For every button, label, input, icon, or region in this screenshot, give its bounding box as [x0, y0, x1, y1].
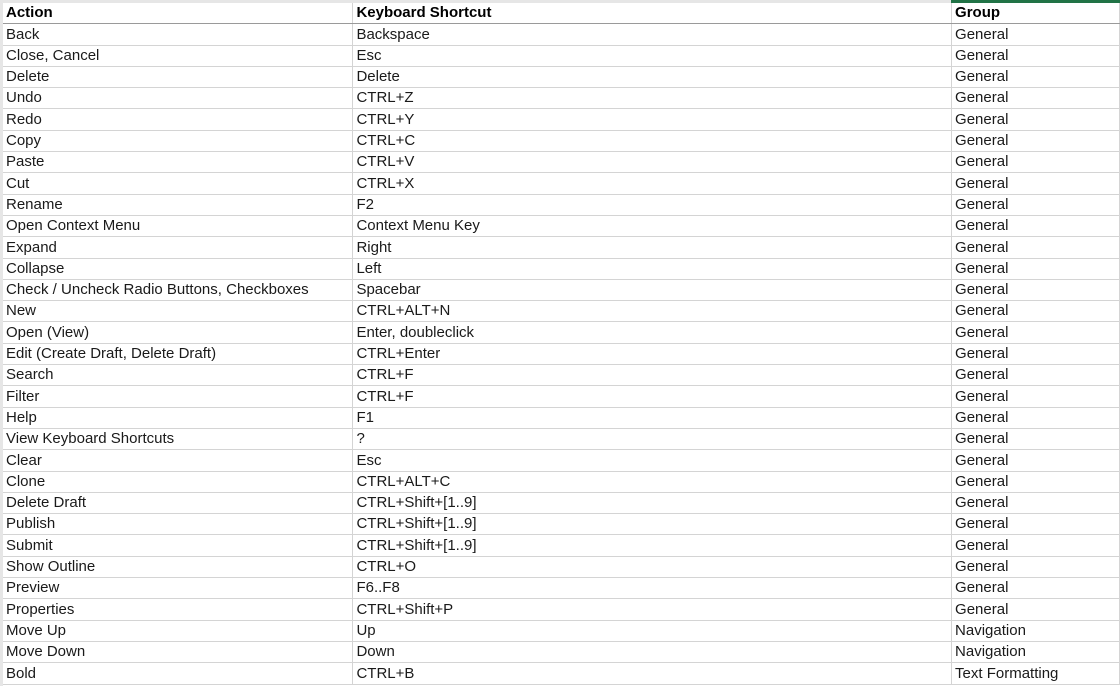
shortcut-cell[interactable]: F6..F8	[353, 578, 952, 599]
group-cell[interactable]: General	[952, 492, 1120, 513]
group-cell[interactable]: General	[952, 514, 1120, 535]
group-cell[interactable]: General	[952, 450, 1120, 471]
action-cell[interactable]: Collapse	[3, 258, 353, 279]
group-cell[interactable]: General	[952, 301, 1120, 322]
shortcut-cell[interactable]: Enter, doubleclick	[353, 322, 952, 343]
shortcut-cell[interactable]: CTRL+Shift+[1..9]	[353, 492, 952, 513]
group-cell[interactable]: General	[952, 194, 1120, 215]
shortcut-cell[interactable]: Backspace	[353, 24, 952, 45]
shortcut-cell[interactable]: CTRL+X	[353, 173, 952, 194]
group-cell[interactable]: General	[952, 365, 1120, 386]
shortcut-cell[interactable]: Left	[353, 258, 952, 279]
group-cell[interactable]: General	[952, 322, 1120, 343]
table-row	[3, 24, 1120, 45]
shortcut-cell[interactable]: CTRL+B	[353, 663, 952, 684]
group-cell[interactable]: General	[952, 215, 1120, 236]
header-group[interactable]: Group	[952, 3, 1120, 24]
action-cell[interactable]: Expand	[3, 237, 353, 258]
table-row	[3, 258, 1120, 279]
table-row	[3, 215, 1120, 236]
table-row	[3, 599, 1120, 620]
shortcut-cell[interactable]: CTRL+Enter	[353, 343, 952, 364]
action-cell[interactable]: Show Outline	[3, 556, 353, 577]
action-cell[interactable]: Properties	[3, 599, 353, 620]
action-cell[interactable]: Open Context Menu	[3, 215, 353, 236]
table-row	[3, 322, 1120, 343]
group-cell[interactable]: General	[952, 471, 1120, 492]
table-row	[3, 386, 1120, 407]
shortcut-cell[interactable]: CTRL+Z	[353, 88, 952, 109]
shortcut-cell[interactable]: Spacebar	[353, 279, 952, 300]
table-row	[3, 130, 1120, 151]
group-cell[interactable]: General	[952, 45, 1120, 66]
action-cell[interactable]: Search	[3, 365, 353, 386]
table-row	[3, 365, 1120, 386]
table-row	[3, 66, 1120, 87]
group-cell[interactable]: General	[952, 258, 1120, 279]
group-cell[interactable]: General	[952, 24, 1120, 45]
group-cell[interactable]: General	[952, 279, 1120, 300]
group-cell[interactable]: General	[952, 109, 1120, 130]
group-cell[interactable]: General	[952, 428, 1120, 449]
table-row	[3, 556, 1120, 577]
group-cell[interactable]: General	[952, 173, 1120, 194]
shortcut-cell[interactable]: CTRL+F	[353, 386, 952, 407]
group-cell[interactable]: General	[952, 386, 1120, 407]
shortcut-cell[interactable]: Right	[353, 237, 952, 258]
action-cell[interactable]: Clone	[3, 471, 353, 492]
group-cell[interactable]: General	[952, 556, 1120, 577]
table-row	[3, 237, 1120, 258]
action-cell[interactable]: Filter	[3, 386, 353, 407]
action-cell[interactable]: Bold	[3, 663, 353, 684]
shortcut-cell[interactable]: CTRL+ALT+N	[353, 301, 952, 322]
table-row	[3, 450, 1120, 471]
group-cell[interactable]: General	[952, 152, 1120, 173]
shortcut-cell[interactable]: ?	[353, 428, 952, 449]
table-row	[3, 620, 1120, 641]
action-cell[interactable]: Open (View)	[3, 322, 353, 343]
shortcut-cell[interactable]: CTRL+Shift+[1..9]	[353, 514, 952, 535]
table-row	[3, 578, 1120, 599]
shortcut-cell[interactable]: CTRL+F	[353, 365, 952, 386]
shortcut-cell[interactable]: Up	[353, 620, 952, 641]
group-cell[interactable]: General	[952, 66, 1120, 87]
shortcut-cell[interactable]: CTRL+Shift+P	[353, 599, 952, 620]
action-cell[interactable]: Delete Draft	[3, 492, 353, 513]
group-cell[interactable]: General	[952, 578, 1120, 599]
group-cell[interactable]: General	[952, 237, 1120, 258]
action-cell[interactable]: Rename	[3, 194, 353, 215]
table-row	[3, 407, 1120, 428]
action-cell[interactable]: Move Down	[3, 641, 353, 662]
table-row	[3, 301, 1120, 322]
shortcut-cell[interactable]: F1	[353, 407, 952, 428]
table-row	[3, 88, 1120, 109]
shortcut-cell[interactable]: CTRL+O	[353, 556, 952, 577]
action-cell[interactable]: View Keyboard Shortcuts	[3, 428, 353, 449]
action-cell[interactable]: Close, Cancel	[3, 45, 353, 66]
action-cell[interactable]: Preview	[3, 578, 353, 599]
shortcut-cell[interactable]: CTRL+ALT+C	[353, 471, 952, 492]
header-action[interactable]: Action	[3, 3, 353, 24]
shortcut-cell[interactable]: CTRL+C	[353, 130, 952, 151]
table-row	[3, 535, 1120, 556]
group-cell[interactable]: General	[952, 535, 1120, 556]
shortcut-cell[interactable]: F2	[353, 194, 952, 215]
table-row	[3, 173, 1120, 194]
table-row	[3, 279, 1120, 300]
action-cell[interactable]: New	[3, 301, 353, 322]
action-cell[interactable]: Publish	[3, 514, 353, 535]
shortcut-cell[interactable]: Delete	[353, 66, 952, 87]
action-cell[interactable]: Check / Uncheck Radio Buttons, Checkboxes	[3, 279, 353, 300]
table-row	[3, 663, 1120, 684]
action-cell[interactable]: Back	[3, 24, 353, 45]
group-cell[interactable]: Text Formatting	[952, 663, 1120, 684]
group-cell[interactable]: Navigation	[952, 620, 1120, 641]
table-row	[3, 471, 1120, 492]
header-keyboard-shortcut[interactable]: Keyboard Shortcut	[353, 3, 952, 24]
action-cell[interactable]: Copy	[3, 130, 353, 151]
action-cell[interactable]: Clear	[3, 450, 353, 471]
table-row	[3, 492, 1120, 513]
shortcut-cell[interactable]: Context Menu Key	[353, 215, 952, 236]
action-cell[interactable]: Help	[3, 407, 353, 428]
action-cell[interactable]: Undo	[3, 88, 353, 109]
group-cell[interactable]: General	[952, 88, 1120, 109]
shortcut-cell[interactable]: CTRL+Y	[353, 109, 952, 130]
shortcut-cell[interactable]: Esc	[353, 450, 952, 471]
group-cell[interactable]: General	[952, 407, 1120, 428]
shortcut-sheet	[3, 3, 1120, 685]
table-row	[3, 109, 1120, 130]
group-cell[interactable]: Navigation	[952, 641, 1120, 662]
table-row	[3, 45, 1120, 66]
table-row	[3, 343, 1120, 364]
action-cell[interactable]: Redo	[3, 109, 353, 130]
action-cell[interactable]: Submit	[3, 535, 353, 556]
action-cell[interactable]: Cut	[3, 173, 353, 194]
group-cell[interactable]: General	[952, 130, 1120, 151]
shortcut-cell[interactable]: Esc	[353, 45, 952, 66]
shortcut-cell[interactable]: CTRL+Shift+[1..9]	[353, 535, 952, 556]
shortcut-cell[interactable]: CTRL+V	[353, 152, 952, 173]
table-row	[3, 428, 1120, 449]
group-cell[interactable]: General	[952, 343, 1120, 364]
action-cell[interactable]: Edit (Create Draft, Delete Draft)	[3, 343, 353, 364]
table-row	[3, 152, 1120, 173]
shortcut-cell[interactable]: Down	[353, 641, 952, 662]
header-row	[3, 3, 1120, 24]
table-row	[3, 514, 1120, 535]
group-cell[interactable]: General	[952, 599, 1120, 620]
action-cell[interactable]: Delete	[3, 66, 353, 87]
table-row	[3, 194, 1120, 215]
table-row	[3, 641, 1120, 662]
action-cell[interactable]: Move Up	[3, 620, 353, 641]
action-cell[interactable]: Paste	[3, 152, 353, 173]
